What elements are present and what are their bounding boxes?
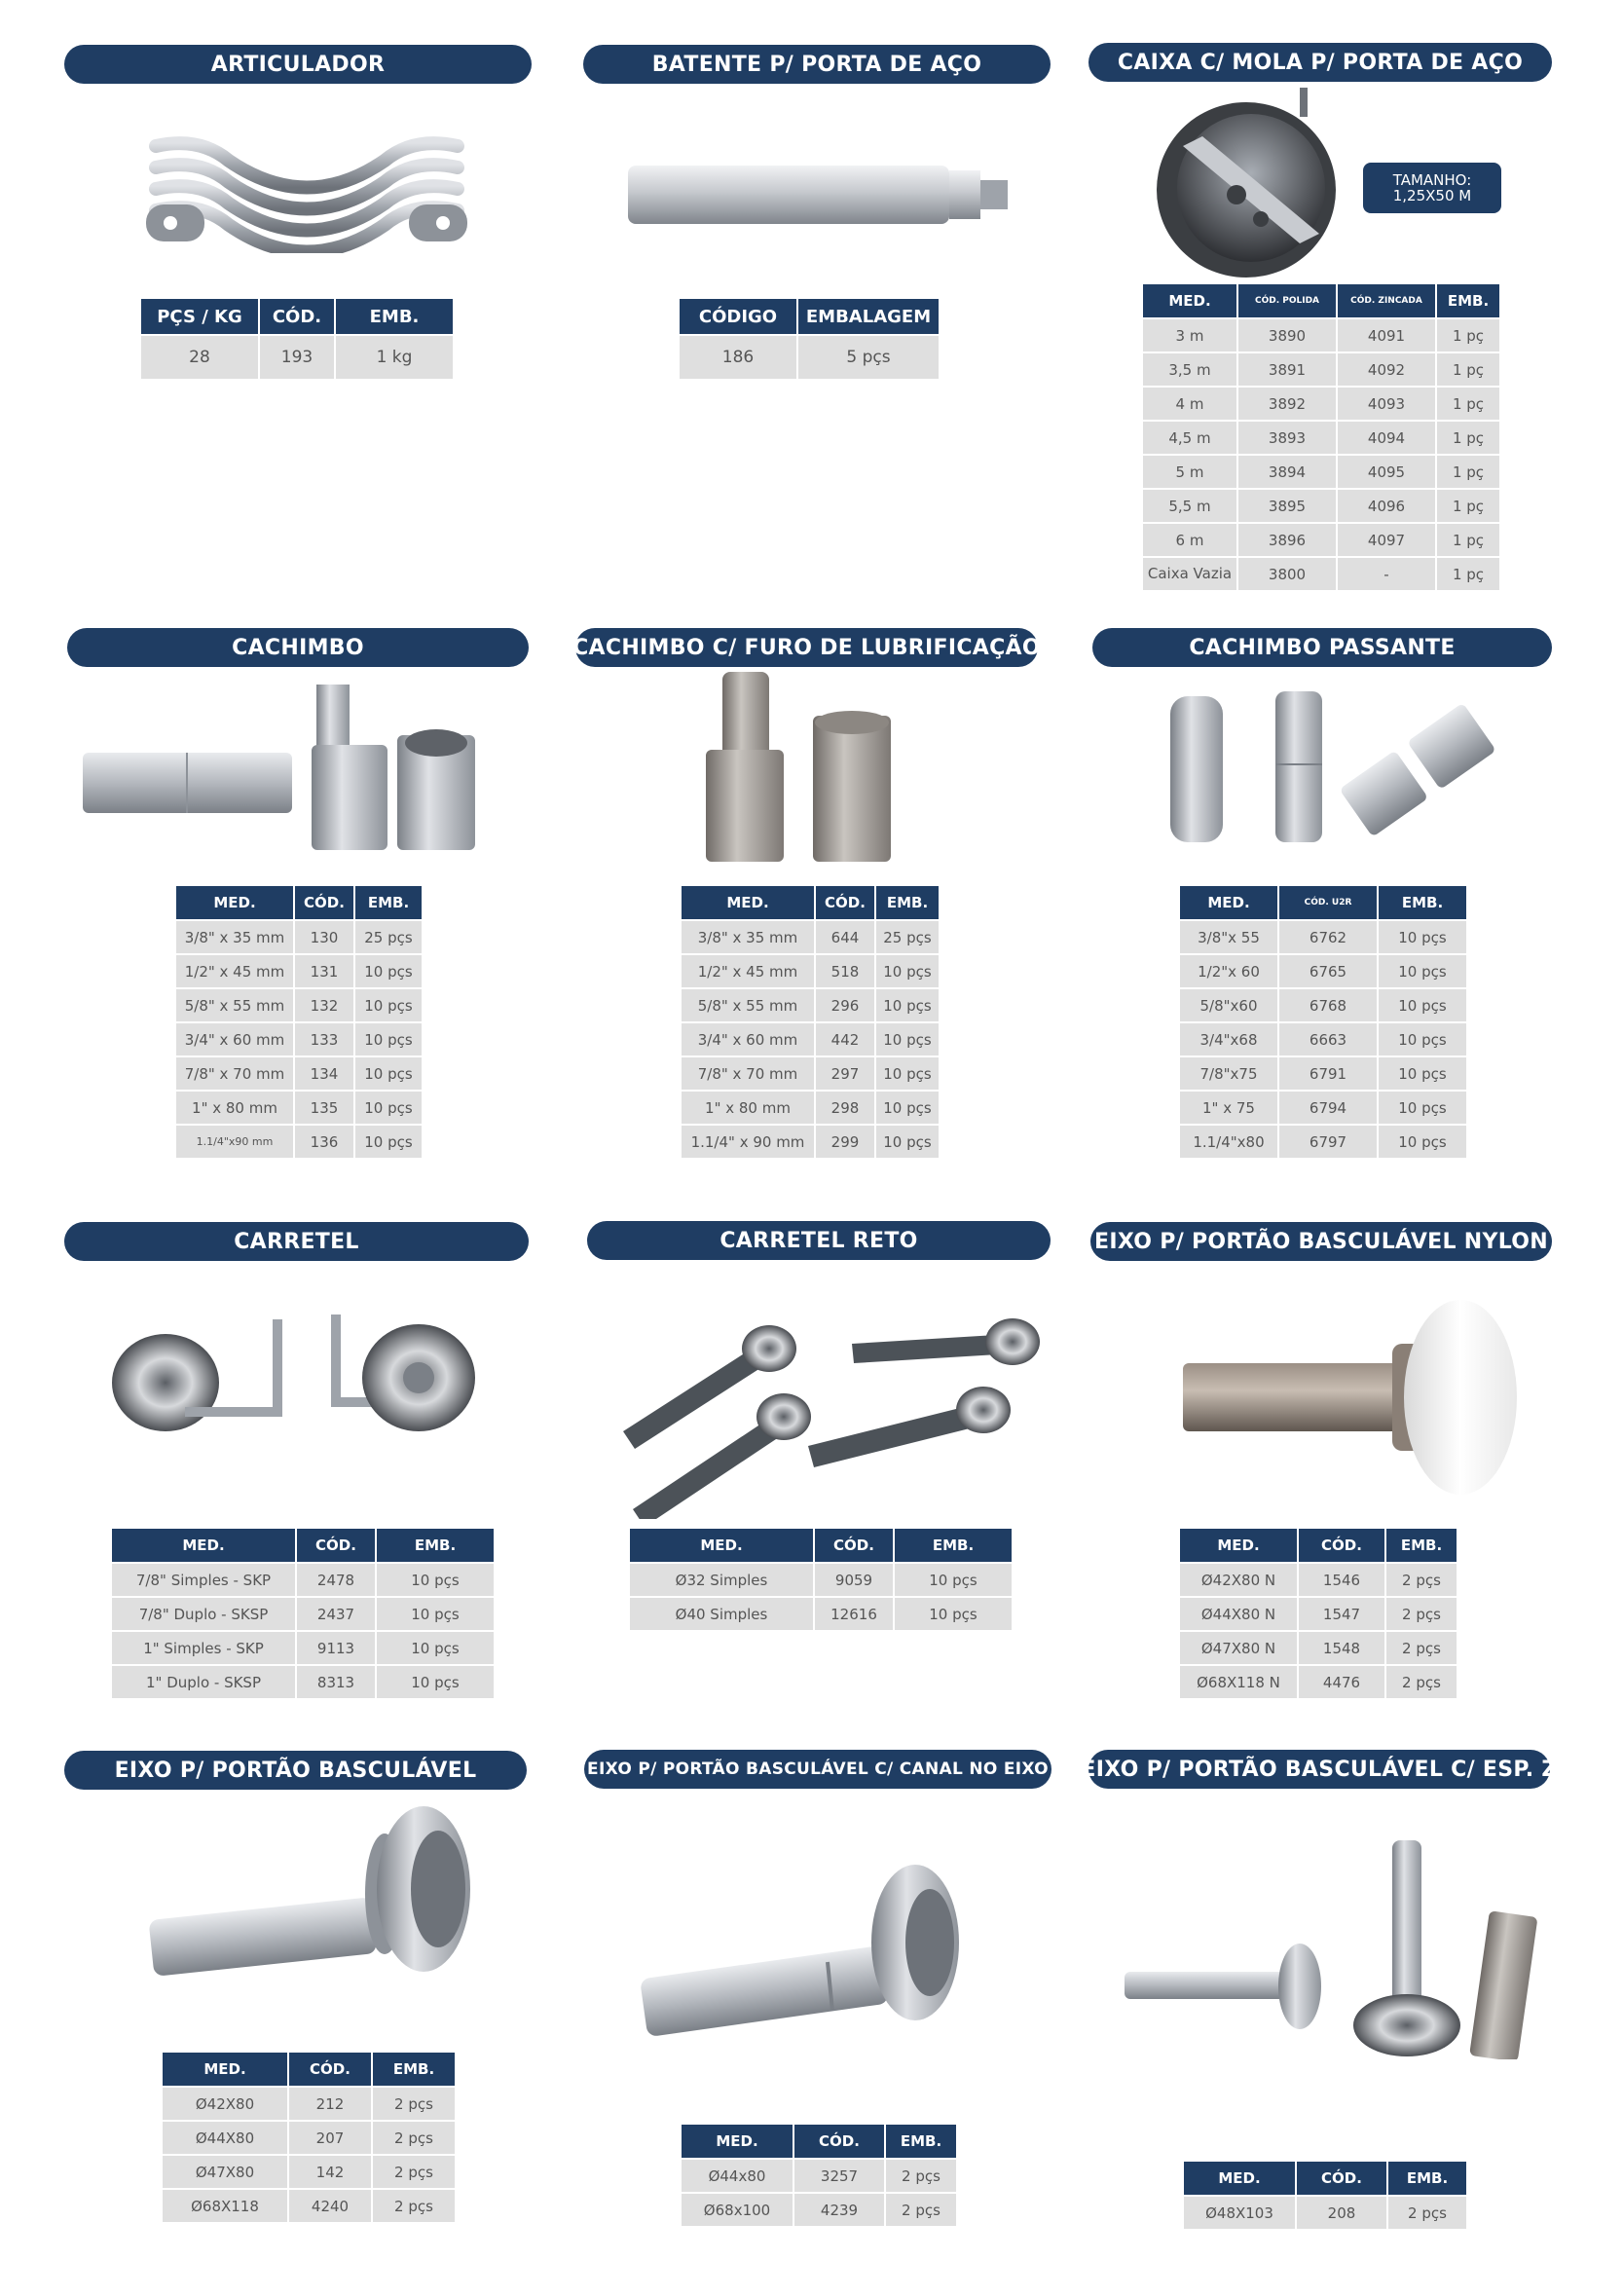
table-cell: 2 pçs	[372, 2121, 455, 2155]
table-cell: 212	[288, 2087, 372, 2121]
table-cell: 1" x 80 mm	[176, 1091, 294, 1125]
table-cell: 130	[294, 920, 354, 954]
table-row	[1143, 489, 1499, 523]
table-cell: 133	[294, 1022, 354, 1056]
header-cell: MED.	[176, 886, 294, 920]
header-cell: MED.	[682, 886, 815, 920]
table-cell: 25 pçs	[875, 920, 939, 954]
table-cell: 10 pçs	[376, 1665, 494, 1698]
table-row	[1143, 421, 1499, 455]
table-cell: 1546	[1298, 1563, 1385, 1597]
header-cell: MED.	[1143, 284, 1237, 318]
header-cell: CÓD.	[815, 886, 875, 920]
table-cell: 6 m	[1143, 523, 1237, 557]
table-cell: 3894	[1237, 455, 1337, 489]
table-row	[1180, 1597, 1457, 1631]
table-row	[1184, 2196, 1466, 2229]
table-cell: 5/8"x60	[1180, 988, 1278, 1022]
header-cell: EMB.	[875, 886, 939, 920]
table-row	[112, 1597, 494, 1631]
size-value: 1,25X50 M	[1392, 187, 1472, 204]
header-cell: CÓDIGO	[680, 299, 797, 335]
header-cell: EMB.	[376, 1529, 494, 1563]
table-cell: 2 pçs	[885, 2193, 956, 2226]
eixo-espz-table	[1184, 2162, 1466, 2229]
carretel-image	[97, 1310, 506, 1475]
table-cell: 1 pç	[1436, 489, 1499, 523]
eixo-espz-table-body	[1184, 2196, 1466, 2229]
table-cell: 6663	[1278, 1022, 1378, 1056]
header-cell: CÓD.	[294, 886, 354, 920]
table-row	[682, 920, 939, 954]
header-cell: CÓD.	[814, 1529, 894, 1563]
eixo-table	[163, 2053, 455, 2222]
table-cell: 10 pçs	[1378, 920, 1466, 954]
table-cell: 1/2"x 60	[1180, 954, 1278, 988]
table-cell: 3/8" x 35 mm	[682, 920, 815, 954]
table-cell: 2478	[296, 1563, 376, 1597]
eixo-table-body	[163, 2087, 455, 2222]
table-cell: 1 pç	[1436, 352, 1499, 387]
table-cell: Ø47X80	[163, 2155, 288, 2189]
header-cell: MED.	[1180, 1529, 1298, 1563]
table-cell: 3/8"x 55	[1180, 920, 1278, 954]
cachimbo-furo-table	[682, 886, 939, 1158]
table-cell: 208	[1296, 2196, 1387, 2229]
table-cell: 296	[815, 988, 875, 1022]
carretel-reto-title: CARRETEL RETO	[587, 1221, 1051, 1260]
table-cell: 10 pçs	[354, 1125, 422, 1158]
table-row	[682, 988, 939, 1022]
table-cell: 8313	[296, 1665, 376, 1698]
cachimbo-image	[78, 677, 487, 862]
carretel-reto-image	[613, 1305, 1042, 1519]
table-cell: 1" Duplo - SKSP	[112, 1665, 296, 1698]
table-cell: 3257	[793, 2159, 885, 2193]
table-cell: 7/8" x 70 mm	[682, 1056, 815, 1091]
table-row	[1180, 920, 1466, 954]
table-cell: 25 pçs	[354, 920, 422, 954]
table-cell: 2 pçs	[1387, 2196, 1466, 2229]
table-cell: Ø40 Simples	[630, 1597, 814, 1630]
table-cell: 7/8" Duplo - SKSP	[112, 1597, 296, 1631]
table-cell: 3800	[1237, 557, 1337, 590]
table-row	[1180, 1563, 1457, 1597]
table-row	[1180, 1125, 1466, 1158]
table-cell: Ø42X80 N	[1180, 1563, 1298, 1597]
header-cell: EMB.	[354, 886, 422, 920]
table-cell: 4 m	[1143, 387, 1237, 421]
table-cell: 10 pçs	[875, 1022, 939, 1056]
table-cell: 6765	[1278, 954, 1378, 988]
header-cell: EMB.	[1387, 2162, 1466, 2196]
table-row	[1143, 352, 1499, 387]
table-cell: Ø68X118 N	[1180, 1665, 1298, 1698]
table-cell: 4095	[1337, 455, 1436, 489]
eixo-canal-image	[638, 1865, 969, 2059]
carretel-table	[112, 1529, 494, 1698]
table-cell: 2 pçs	[1385, 1631, 1457, 1665]
table-cell: 5/8" x 55 mm	[682, 988, 815, 1022]
table-cell: 3893	[1237, 421, 1337, 455]
table-cell: 4093	[1337, 387, 1436, 421]
header-cell: CÓD.	[259, 299, 335, 335]
eixo-espz-title: EIXO P/ PORTÃO BASCULÁVEL C/ ESP. Z	[1088, 1750, 1550, 1789]
table-row	[1143, 387, 1499, 421]
table-cell: 142	[288, 2155, 372, 2189]
table-cell: 10 pçs	[894, 1597, 1012, 1630]
table-row	[1143, 523, 1499, 557]
table-cell: Ø68x100	[682, 2193, 793, 2226]
cachimbo-table	[176, 886, 422, 1158]
header-cell: CÓD.	[296, 1529, 376, 1563]
table-cell: 3891	[1237, 352, 1337, 387]
cachimbo-furo-table-body	[682, 920, 939, 1158]
table-row	[112, 1563, 494, 1597]
table-cell: 10 pçs	[1378, 1022, 1466, 1056]
eixo-canal-table	[682, 2125, 956, 2226]
eixo-image	[146, 1801, 477, 1996]
table-cell: 2 pçs	[372, 2155, 455, 2189]
table-cell: 4,5 m	[1143, 421, 1237, 455]
header-cell: CÓD.	[1296, 2162, 1387, 2196]
header-cell: PÇS / KG	[141, 299, 259, 335]
carretel-reto-table-body	[630, 1563, 1012, 1630]
table-row	[163, 2189, 455, 2222]
table-cell: 3892	[1237, 387, 1337, 421]
table-cell: 6794	[1278, 1091, 1378, 1125]
header-cell: EMB.	[1436, 284, 1499, 318]
header-cell: MED.	[682, 2125, 793, 2159]
table-row	[1180, 1091, 1466, 1125]
table-cell: Caixa Vazia	[1143, 557, 1237, 590]
table-cell: 2 pçs	[372, 2087, 455, 2121]
cachimbo-passante-image	[1159, 686, 1509, 852]
table-cell: 1.1/4" x 90 mm	[682, 1125, 815, 1158]
table-row	[1180, 1665, 1457, 1698]
table-cell: 10 pçs	[1378, 1125, 1466, 1158]
table-cell: Ø48X103	[1184, 2196, 1296, 2229]
table-cell: 132	[294, 988, 354, 1022]
table-cell: 10 pçs	[354, 1056, 422, 1091]
header-cell: MED.	[630, 1529, 814, 1563]
table-row	[1180, 1022, 1466, 1056]
header-cell: EMB.	[372, 2053, 455, 2087]
table-cell: 297	[815, 1056, 875, 1091]
table-cell: 136	[294, 1125, 354, 1158]
table-cell: 298	[815, 1091, 875, 1125]
table-cell: 6797	[1278, 1125, 1378, 1158]
table-cell: 5,5 m	[1143, 489, 1237, 523]
table-cell: 3/4"x68	[1180, 1022, 1278, 1056]
header-cell: CÓD.	[288, 2053, 372, 2087]
table-row	[1180, 1056, 1466, 1091]
table-cell: Ø42X80	[163, 2087, 288, 2121]
cachimbo-table-body	[176, 920, 422, 1158]
table-cell: 12616	[814, 1597, 894, 1630]
table-cell: 3/4" x 60 mm	[176, 1022, 294, 1056]
table-row	[176, 954, 422, 988]
table-cell: 1 pç	[1436, 557, 1499, 590]
table-row	[1143, 455, 1499, 489]
header-cell: MED.	[163, 2053, 288, 2087]
eixo-canal-table-body	[682, 2159, 956, 2226]
table-cell: 9113	[296, 1631, 376, 1665]
table-cell: Ø44X80	[163, 2121, 288, 2155]
table-row	[176, 1056, 422, 1091]
header-cell: EMB.	[894, 1529, 1012, 1563]
header-cell: MED.	[112, 1529, 296, 1563]
table-cell: 1" x 75	[1180, 1091, 1278, 1125]
table-cell: 2 pçs	[885, 2159, 956, 2193]
table-cell: 2 pçs	[1385, 1665, 1457, 1698]
table-cell: 4097	[1337, 523, 1436, 557]
articulador-title: ARTICULADOR	[64, 45, 532, 84]
caixa-title: CAIXA C/ MOLA P/ PORTA DE AÇO	[1088, 43, 1552, 82]
table-cell: 7/8" x 70 mm	[176, 1056, 294, 1091]
table-row	[176, 1022, 422, 1056]
caixa-table	[1143, 284, 1499, 590]
table-row	[1143, 557, 1499, 590]
table-row	[682, 954, 939, 988]
table-cell: 1" x 80 mm	[682, 1091, 815, 1125]
header-cell: EMBALAGEM	[797, 299, 939, 335]
table-cell: 10 pçs	[354, 988, 422, 1022]
table-cell: 1 pç	[1436, 455, 1499, 489]
cachimbo-passante-table-body	[1180, 920, 1466, 1158]
table-cell: 6791	[1278, 1056, 1378, 1091]
header-cell: CÓD.	[1298, 1529, 1385, 1563]
table-row	[630, 1597, 1012, 1630]
table-cell: 131	[294, 954, 354, 988]
table-cell: 644	[815, 920, 875, 954]
carretel-title: CARRETEL	[64, 1222, 529, 1261]
table-cell: 10 pçs	[1378, 954, 1466, 988]
table-cell: 10 pçs	[376, 1631, 494, 1665]
table-cell: 1.1/4"x90 mm	[176, 1125, 294, 1158]
table-row	[1143, 318, 1499, 352]
table-row	[176, 1125, 422, 1158]
articulador-table	[141, 299, 453, 379]
table-cell: Ø47X80 N	[1180, 1631, 1298, 1665]
table-cell: 10 pçs	[875, 988, 939, 1022]
table-cell: 3,5 m	[1143, 352, 1237, 387]
table-cell: 5 m	[1143, 455, 1237, 489]
table-cell: 1/2" x 45 mm	[176, 954, 294, 988]
header-cell: CÓD.	[793, 2125, 885, 2159]
cachimbo-title: CACHIMBO	[67, 628, 529, 667]
size-label: TAMANHO:	[1392, 171, 1472, 189]
table-cell: 10 pçs	[875, 1091, 939, 1125]
batente-image	[613, 146, 1013, 243]
table-row	[682, 2159, 956, 2193]
table-cell: 1 pç	[1436, 523, 1499, 557]
table-row	[112, 1665, 494, 1698]
table-cell: 3 m	[1143, 318, 1237, 352]
table-cell: Ø44X80 N	[1180, 1597, 1298, 1631]
table-cell: 299	[815, 1125, 875, 1158]
table-cell: 134	[294, 1056, 354, 1091]
table-cell: 135	[294, 1091, 354, 1125]
table-cell: 10 pçs	[875, 1125, 939, 1158]
table-row	[1180, 1631, 1457, 1665]
batente-table	[680, 299, 939, 379]
table-cell: 10 pçs	[894, 1563, 1012, 1597]
table-cell: 1548	[1298, 1631, 1385, 1665]
header-cell: MED.	[1184, 2162, 1296, 2196]
caixa-size-badge	[1363, 163, 1501, 213]
table-cell: 1 pç	[1436, 421, 1499, 455]
table-cell: 1547	[1298, 1597, 1385, 1631]
table-cell: 2 pçs	[372, 2189, 455, 2222]
table-cell: 207	[288, 2121, 372, 2155]
table-row	[630, 1563, 1012, 1597]
table-cell: 6762	[1278, 920, 1378, 954]
table-cell: 1 pç	[1436, 387, 1499, 421]
table-cell: 442	[815, 1022, 875, 1056]
table-cell: 10 pçs	[376, 1563, 494, 1597]
eixo-espz-image	[1115, 1835, 1543, 2059]
table-cell: 10 pçs	[875, 954, 939, 988]
table-row	[682, 1022, 939, 1056]
table-row	[176, 920, 422, 954]
table-row	[682, 1056, 939, 1091]
header-cell: CÓD. ZINCADA	[1337, 284, 1436, 318]
table-row	[682, 2193, 956, 2226]
eixo-nylon-table-body	[1180, 1563, 1457, 1698]
header-cell: EMB.	[1378, 886, 1466, 920]
cachimbo-furo-title: CACHIMBO C/ FURO DE LUBRIFICAÇÃO	[575, 628, 1038, 667]
table-cell: 4091	[1337, 318, 1436, 352]
batente-title: BATENTE P/ PORTA DE AÇO	[583, 45, 1051, 84]
table-cell: 10 pçs	[354, 954, 422, 988]
table-row	[163, 2155, 455, 2189]
table-cell: 10 pçs	[1378, 1056, 1466, 1091]
table-cell: 193	[259, 335, 335, 379]
table-cell: 4094	[1337, 421, 1436, 455]
table-cell: 10 pçs	[354, 1091, 422, 1125]
carretel-table-body	[112, 1563, 494, 1698]
table-cell: 1.1/4"x80	[1180, 1125, 1278, 1158]
table-row	[1180, 954, 1466, 988]
table-cell: 518	[815, 954, 875, 988]
eixo-nylon-table	[1180, 1529, 1457, 1698]
eixo-canal-title: EIXO P/ PORTÃO BASCULÁVEL C/ CANAL NO EIXO	[584, 1750, 1051, 1789]
cachimbo-passante-table	[1180, 886, 1466, 1158]
table-cell: 3895	[1237, 489, 1337, 523]
table-cell: 3/8" x 35 mm	[176, 920, 294, 954]
table-cell: 3890	[1237, 318, 1337, 352]
table-cell: Ø68X118	[163, 2189, 288, 2222]
table-row	[176, 988, 422, 1022]
table-cell: 2 pçs	[1385, 1597, 1457, 1631]
table-cell: 4476	[1298, 1665, 1385, 1698]
table-cell: 7/8" Simples - SKP	[112, 1563, 296, 1597]
table-cell: 2437	[296, 1597, 376, 1631]
table-cell: 4240	[288, 2189, 372, 2222]
header-cell: CÓD. POLIDA	[1237, 284, 1337, 318]
table-cell: Ø44x80	[682, 2159, 793, 2193]
table-cell: 1 kg	[335, 335, 453, 379]
table-row	[682, 1125, 939, 1158]
table-cell: 1 pç	[1436, 318, 1499, 352]
carretel-reto-table	[630, 1529, 1012, 1630]
header-cell: MED.	[1180, 886, 1278, 920]
table-cell: 4096	[1337, 489, 1436, 523]
table-cell: 4239	[793, 2193, 885, 2226]
table-cell: 10 pçs	[1378, 988, 1466, 1022]
eixo-nylon-image	[1159, 1266, 1529, 1519]
caixa-image	[1154, 88, 1339, 282]
table-row	[163, 2121, 455, 2155]
table-cell: 186	[680, 335, 797, 379]
header-cell: EMB.	[1385, 1529, 1457, 1563]
table-cell: 5 pçs	[797, 335, 939, 379]
cachimbo-furo-image	[633, 672, 954, 876]
cachimbo-passante-title: CACHIMBO PASSANTE	[1092, 628, 1552, 667]
caixa-table-body	[1143, 318, 1499, 590]
table-cell: 10 pçs	[354, 1022, 422, 1056]
table-cell: 28	[141, 335, 259, 379]
eixo-nylon-title: EIXO P/ PORTÃO BASCULÁVEL NYLON	[1090, 1222, 1552, 1261]
table-cell: 4092	[1337, 352, 1436, 387]
table-cell: 5/8" x 55 mm	[176, 988, 294, 1022]
table-cell: 2 pçs	[1385, 1563, 1457, 1597]
table-cell: 10 pçs	[1378, 1091, 1466, 1125]
header-cell: EMB.	[885, 2125, 956, 2159]
table-cell: 10 pçs	[376, 1597, 494, 1631]
articulador-image	[141, 127, 472, 253]
table-cell: 3/4" x 60 mm	[682, 1022, 815, 1056]
table-cell: 1" Simples - SKP	[112, 1631, 296, 1665]
table-cell: 7/8"x75	[1180, 1056, 1278, 1091]
eixo-title: EIXO P/ PORTÃO BASCULÁVEL	[64, 1751, 527, 1790]
table-cell: 6768	[1278, 988, 1378, 1022]
header-cell: EMB.	[335, 299, 453, 335]
table-row	[163, 2087, 455, 2121]
table-cell: 1/2" x 45 mm	[682, 954, 815, 988]
table-cell: -	[1337, 557, 1436, 590]
table-row	[682, 1091, 939, 1125]
table-cell: 9059	[814, 1563, 894, 1597]
table-row	[176, 1091, 422, 1125]
table-cell: 10 pçs	[875, 1056, 939, 1091]
table-row	[1180, 988, 1466, 1022]
table-cell: Ø32 Simples	[630, 1563, 814, 1597]
table-cell: 3896	[1237, 523, 1337, 557]
table-row	[112, 1631, 494, 1665]
header-cell: CÓD. U2R	[1278, 886, 1378, 920]
